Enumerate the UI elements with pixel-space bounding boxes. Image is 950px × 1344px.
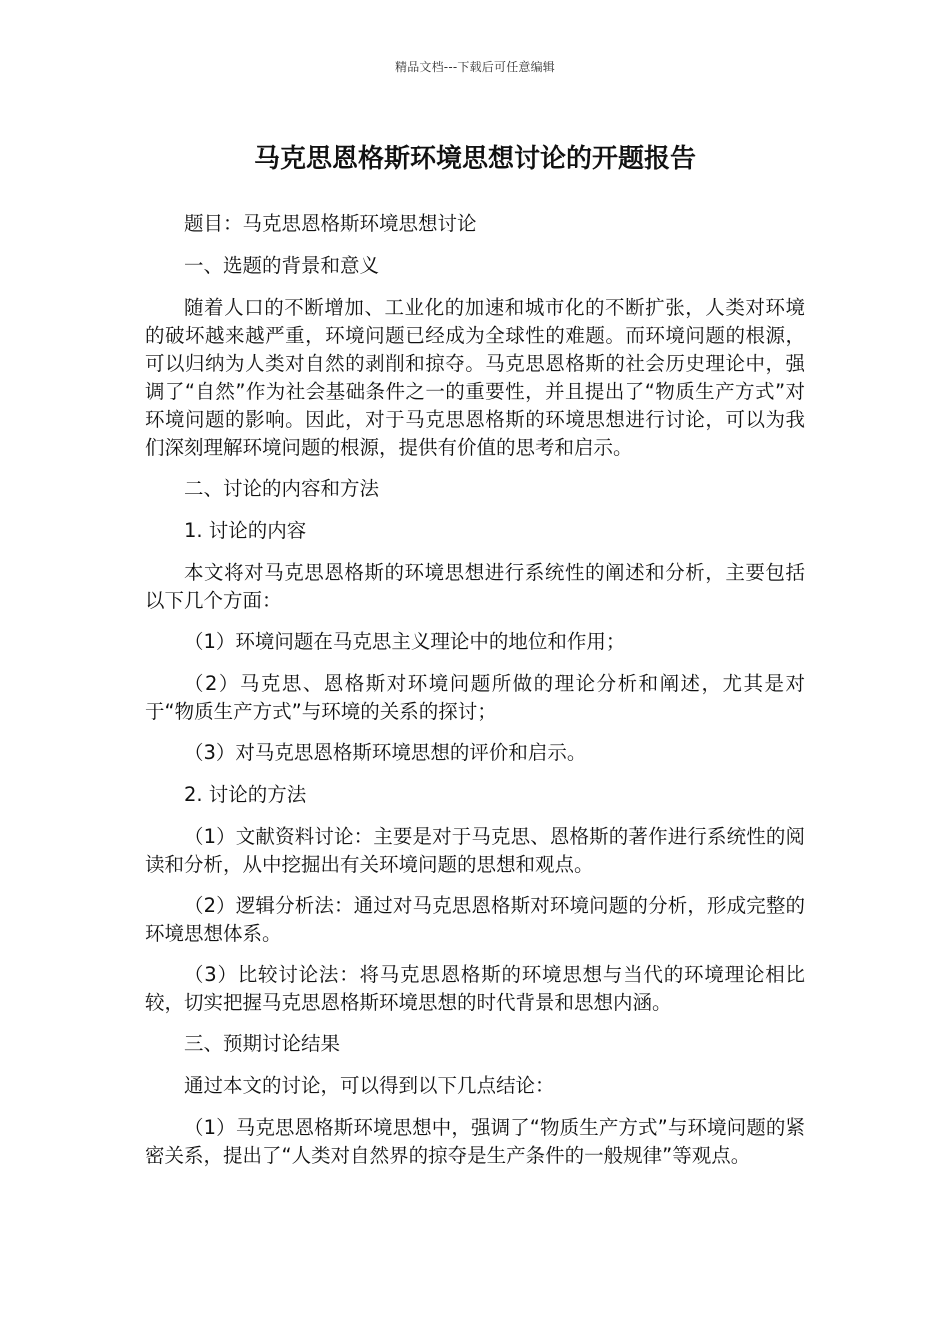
- results-intro: 通过本文的讨论，可以得到以下几点结论：: [184, 1074, 555, 1097]
- method-item-2: （2）逻辑分析法：通过对马克思恩格斯对环境问题的分析，形成完整的环境思想体系。: [145, 894, 805, 945]
- topic-line: 题目：马克思恩格斯环境思想讨论: [184, 212, 477, 235]
- subheading-method: 2. 讨论的方法: [184, 783, 307, 806]
- section-heading-content-method: 二、讨论的内容和方法: [184, 477, 380, 500]
- document-body: [145, 210, 805, 1183]
- subheading-content: 1. 讨论的内容: [184, 519, 307, 542]
- header-note: 精品文档---下载后可任意编辑: [395, 60, 555, 74]
- document-title: 马克思恩格斯环境思想讨论的开题报告: [253, 144, 696, 174]
- background-paragraph: 随着人口的不断增加、工业化的加速和城市化的不断扩张，人类对环境的破坏越来越严重，环境问题已经成为全球性的难题。而环境问题的根源，可以归纳为人类对自然的剥削和掠夺。马克思恩格斯的社会历史理论中，强调了“自然”作为社会基础条件之一的重要性，并且提出了“物质生产方式”对环境问题的影响。因此，对于马克思恩格斯的环境思想进行讨论，可以为我们深刻理解环境问题的根源，提供有价值的思考和启示。: [145, 296, 805, 459]
- result-item-1: （1）马克思恩格斯环境思想中，强调了“物质生产方式”与环境问题的紧密关系，提出了“人类对自然界的掠夺是生产条件的一般规律”等观点。: [145, 1116, 805, 1167]
- method-item-3: （3）比较讨论法：将马克思恩格斯的环境思想与当代的环境理论相比较，切实把握马克思恩格斯环境思想的时代背景和思想内涵。: [145, 963, 805, 1014]
- content-item-3: （3）对马克思恩格斯环境思想的评价和启示。: [184, 741, 587, 764]
- section-heading-results: 三、预期讨论结果: [184, 1032, 341, 1055]
- content-item-2: （2）马克思、恩格斯对环境问题所做的理论分析和阐述，尤其是对于“物质生产方式”与环境的关系的探讨；: [145, 672, 805, 723]
- content-intro-paragraph: 本文将对马克思恩格斯的环境思想进行系统性的阐述和分析，主要包括以下几个方面：: [145, 561, 805, 612]
- content-item-1: （1）环境问题在马克思主义理论中的地位和作用；: [184, 630, 626, 653]
- section-heading-background: 一、选题的背景和意义: [184, 254, 380, 277]
- method-item-1: （1）文献资料讨论：主要是对于马克思、恩格斯的著作进行系统性的阅读和分析，从中挖掘出有关环境问题的思想和观点。: [145, 825, 805, 876]
